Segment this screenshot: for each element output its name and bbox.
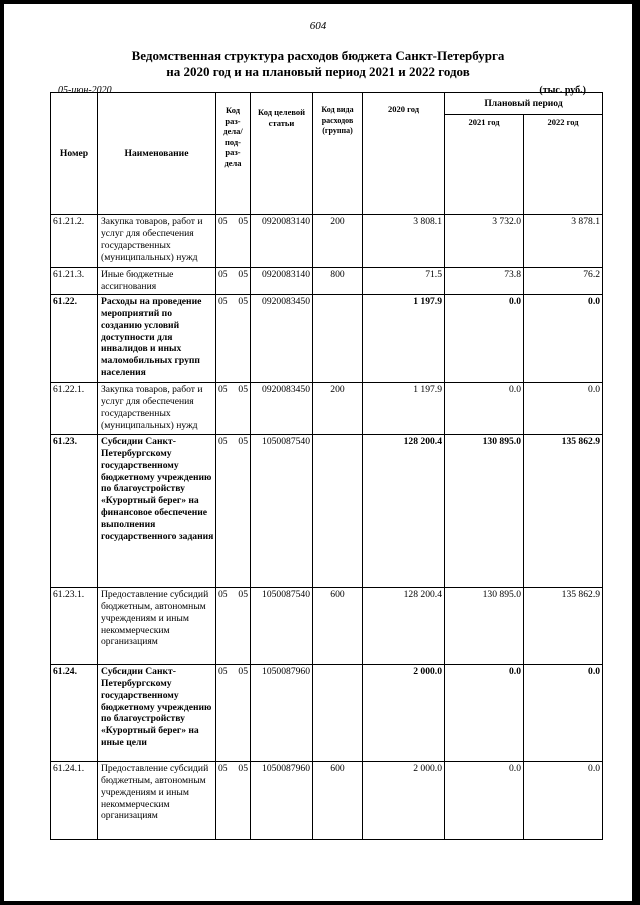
row-value-2020: 2 000.0 bbox=[363, 664, 445, 761]
row-expense-type: 800 bbox=[313, 268, 363, 295]
row-number: 61.23.1. bbox=[51, 587, 98, 664]
row-section-code bbox=[216, 215, 251, 268]
table-row bbox=[51, 382, 603, 434]
row-value-2020: 1 197.9 bbox=[363, 294, 445, 382]
units-label: (тыс. руб.) bbox=[539, 85, 586, 96]
row-expense-type bbox=[313, 434, 363, 587]
row-value-2020: 2 000.0 bbox=[363, 761, 445, 839]
table-row bbox=[51, 294, 603, 382]
row-section-code bbox=[216, 294, 251, 382]
row-section-code bbox=[216, 268, 251, 295]
row-value-2022: 0.0 bbox=[524, 664, 603, 761]
row-value-2021: 0.0 bbox=[445, 664, 524, 761]
row-target-code: 0920083140 bbox=[251, 215, 313, 268]
row-value-2022: 135 862.9 bbox=[524, 587, 603, 664]
section-code: 05 bbox=[218, 588, 228, 600]
subsection-code: 05 bbox=[238, 762, 248, 774]
row-section-code bbox=[216, 761, 251, 839]
table-row bbox=[51, 587, 603, 664]
row-value-2022: 135 862.9 bbox=[524, 434, 603, 587]
subsection-code: 05 bbox=[238, 383, 248, 395]
row-value-2020: 128 200.4 bbox=[363, 587, 445, 664]
row-name: Закупка товаров, работ и услуг для обеспечения государственных (муниципальных) нужд bbox=[98, 215, 216, 268]
section-code: 05 bbox=[218, 269, 228, 280]
section-code: 05 bbox=[218, 762, 228, 774]
header-2021: 2021 год bbox=[445, 115, 524, 215]
title-line-2: на 2020 год и на плановый период 2021 и 2022 годов bbox=[166, 64, 470, 79]
table-row bbox=[51, 215, 603, 268]
row-value-2020: 71.5 bbox=[363, 268, 445, 295]
row-value-2022: 3 878.1 bbox=[524, 215, 603, 268]
section-code: 05 bbox=[218, 665, 228, 677]
header-target: Код целевой статьи bbox=[251, 93, 313, 215]
row-expense-type bbox=[313, 294, 363, 382]
row-value-2020: 1 197.9 bbox=[363, 382, 445, 434]
budget-table bbox=[50, 92, 603, 840]
row-name: Предоставление субсидий бюджетным, автономным учреждениям и иным некоммерческим организациям bbox=[98, 587, 216, 664]
row-number: 61.21.2. bbox=[51, 215, 98, 268]
row-value-2021: 0.0 bbox=[445, 761, 524, 839]
row-value-2021: 130 895.0 bbox=[445, 434, 524, 587]
section-code: 05 bbox=[218, 295, 228, 307]
row-value-2022: 76.2 bbox=[524, 268, 603, 295]
row-number: 61.24.1. bbox=[51, 761, 98, 839]
row-number: 61.21.3. bbox=[51, 268, 98, 295]
table-row bbox=[51, 434, 603, 587]
header-section: Код раз-дела/ под-раз-дела bbox=[216, 93, 251, 215]
row-number: 61.22. bbox=[51, 294, 98, 382]
row-value-2021: 73.8 bbox=[445, 268, 524, 295]
row-section-code bbox=[216, 382, 251, 434]
table-row bbox=[51, 664, 603, 761]
row-value-2020: 128 200.4 bbox=[363, 434, 445, 587]
row-value-2022: 0.0 bbox=[524, 382, 603, 434]
document-title bbox=[4, 48, 632, 80]
row-number: 61.24. bbox=[51, 664, 98, 761]
header-number: Номер bbox=[51, 93, 98, 215]
row-expense-type bbox=[313, 664, 363, 761]
row-number: 61.23. bbox=[51, 434, 98, 587]
row-target-code: 0920083450 bbox=[251, 294, 313, 382]
header-expense-type: Код вида расходов (группа) bbox=[313, 93, 363, 215]
header-2022: 2022 год bbox=[524, 115, 603, 215]
row-expense-type: 600 bbox=[313, 587, 363, 664]
header-name: Наименование bbox=[98, 93, 216, 215]
table-row bbox=[51, 268, 603, 295]
row-name: Субсидии Санкт-Петербургскому государственному бюджетному учреждению по благоустройству «Курортный берег» на иные цели bbox=[98, 664, 216, 761]
row-name: Закупка товаров, работ и услуг для обеспечения государственных (муниципальных) нужд bbox=[98, 382, 216, 434]
row-expense-type: 200 bbox=[313, 215, 363, 268]
subsection-code: 05 bbox=[238, 588, 248, 600]
row-target-code: 0920083140 bbox=[251, 268, 313, 295]
subsection-code: 05 bbox=[238, 295, 248, 307]
row-value-2021: 130 895.0 bbox=[445, 587, 524, 664]
header-plan-period: Плановый период bbox=[445, 93, 603, 115]
section-code: 05 bbox=[218, 435, 228, 447]
row-section-code bbox=[216, 434, 251, 587]
title-line-1: Ведомственная структура расходов бюджета Санкт-Петербурга bbox=[131, 48, 505, 63]
row-value-2022: 0.0 bbox=[524, 294, 603, 382]
row-section-code bbox=[216, 664, 251, 761]
section-code: 05 bbox=[218, 383, 228, 395]
row-value-2021: 0.0 bbox=[445, 294, 524, 382]
row-number: 61.22.1. bbox=[51, 382, 98, 434]
row-value-2022: 0.0 bbox=[524, 761, 603, 839]
subsection-code: 05 bbox=[238, 435, 248, 447]
document-date: 05-июн-2020 bbox=[58, 85, 112, 96]
subsection-code: 05 bbox=[238, 665, 248, 677]
row-expense-type: 200 bbox=[313, 382, 363, 434]
table-row bbox=[51, 761, 603, 839]
row-target-code: 1050087960 bbox=[251, 664, 313, 761]
row-target-code: 1050087540 bbox=[251, 587, 313, 664]
row-target-code: 0920083450 bbox=[251, 382, 313, 434]
row-value-2021: 3 732.0 bbox=[445, 215, 524, 268]
row-value-2021: 0.0 bbox=[445, 382, 524, 434]
row-section-code bbox=[216, 587, 251, 664]
row-target-code: 1050087540 bbox=[251, 434, 313, 587]
row-target-code: 1050087960 bbox=[251, 761, 313, 839]
page-number: 604 bbox=[309, 20, 327, 32]
row-name: Расходы на проведение мероприятий по созданию условий доступности для инвалидов и иных маломобильных групп населения bbox=[98, 294, 216, 382]
row-name: Предоставление субсидий бюджетным, автономным учреждениям и иным некоммерческим организациям bbox=[98, 761, 216, 839]
row-name: Субсидии Санкт-Петербургскому государственному бюджетному учреждению по благоустройству «Курортный берег» на финансовое обеспечение выполнения государственного задания bbox=[98, 434, 216, 587]
subsection-code: 05 bbox=[238, 216, 248, 227]
subsection-code: 05 bbox=[238, 269, 248, 280]
row-value-2020: 3 808.1 bbox=[363, 215, 445, 268]
section-code: 05 bbox=[218, 216, 228, 227]
header-2020: 2020 год bbox=[363, 93, 445, 215]
row-name: Иные бюджетные ассигнования bbox=[98, 268, 216, 295]
row-expense-type: 600 bbox=[313, 761, 363, 839]
